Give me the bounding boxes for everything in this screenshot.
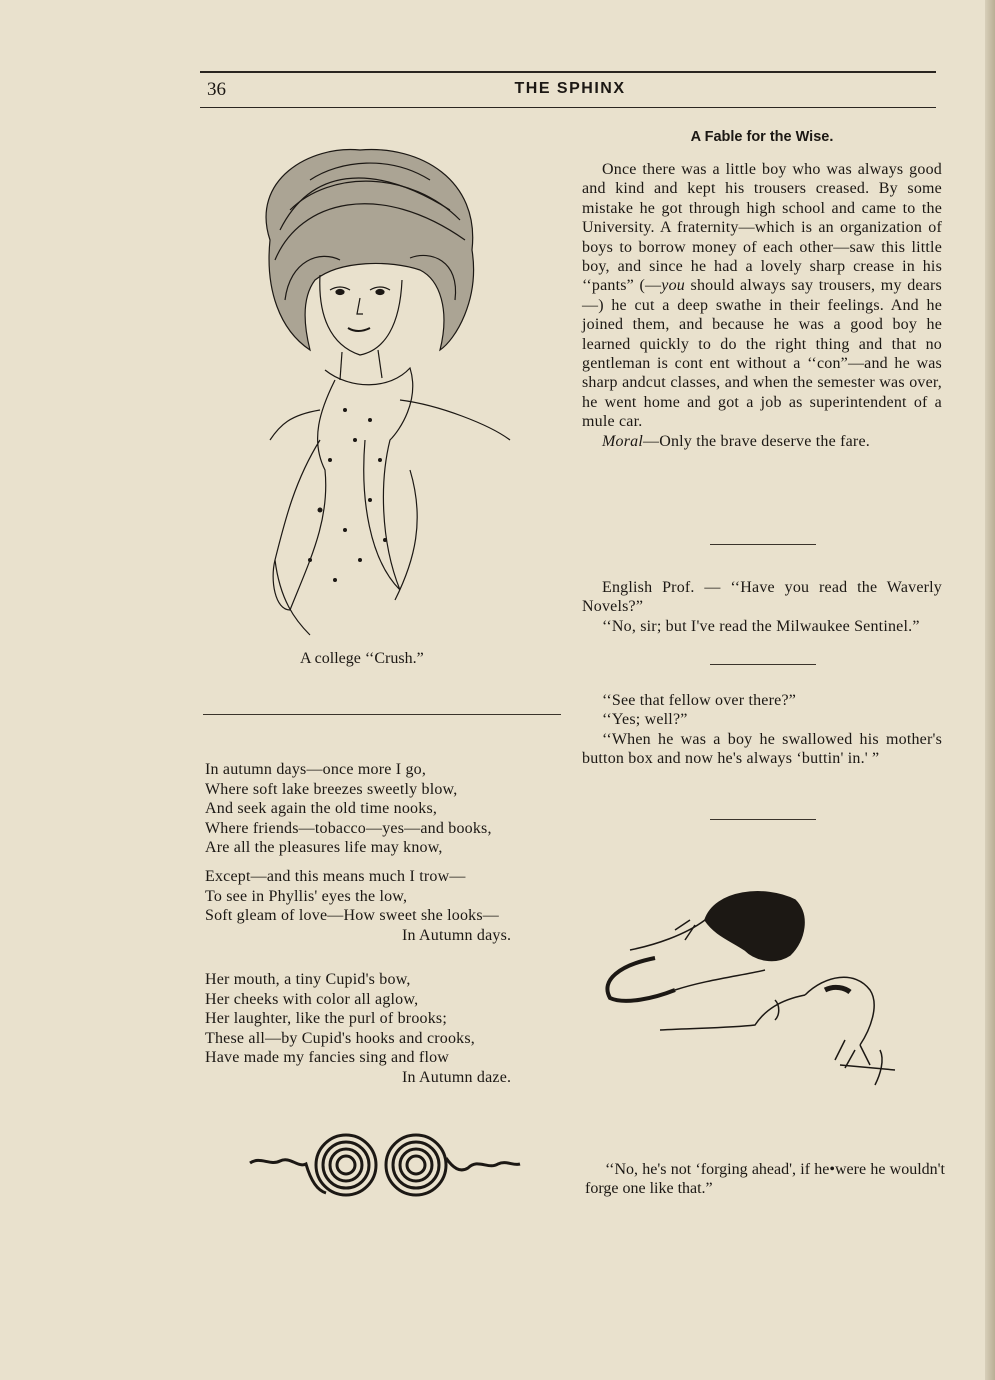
poem-stanza-2: [205, 867, 565, 945]
header-bottom-rule: [200, 107, 936, 108]
poem-line: Except—and this means much I trow—: [205, 868, 466, 885]
fable-title: A Fable for the Wise.: [690, 129, 834, 145]
college-crush-illustration: [250, 140, 520, 650]
joke-button-box: [582, 691, 942, 769]
separator-3: [710, 819, 816, 820]
poem-refrain: In Autumn days.: [402, 926, 512, 944]
cartoon-caption: [585, 1160, 945, 1199]
poem-line: Where friends—tobacco—yes—and books,: [205, 819, 492, 837]
fable-italic-word: you: [661, 277, 685, 295]
illustration-caption: A college ‘‘Crush.”: [300, 650, 424, 667]
separator-2: [710, 664, 816, 665]
poem-stanza-1: [205, 760, 565, 858]
fable-paragraph: Once there was a little boy who was always good and kind and kept his trousers creased. By some mistake he got through high school and came to the University. A fraternity—which is an organization of boys to borrow money of each other—saw this little boy, and since he had a lovely sharp crease in his ‘‘pants” (—you should always say trousers, my dears—) he cut a deep swathe in their feelings. And he joined them, and because he was a good boy he learned quickly to do the right thing and that no gentleman is cont ent without a ‘‘con”—and he was sharp andcut classes, and when the semester was over, he went home and got a job as superintendent of a mule car.: [582, 161, 942, 431]
cartoon-caption-text: ‘‘No, he's not ‘forging ahead', if he•were he wouldn't forge one like that.”: [585, 1161, 945, 1198]
joke-english-line2: ‘‘No, sir; but I've read the Milwaukee Sentinel.”: [602, 617, 920, 635]
header-top-rule: [200, 71, 936, 73]
joke-english-line1: English Prof. — ‘‘Have you read the Waverly Novels?”: [582, 579, 942, 616]
poem-line: These all—by Cupid's hooks and crooks,: [205, 1029, 476, 1047]
page-edge: [985, 0, 995, 1380]
magazine-title: THE SPHINX: [514, 80, 626, 97]
joke-english-prof: [582, 578, 942, 636]
poem-line: To see in Phyllis' eyes the low,: [205, 887, 408, 905]
page-number: 36: [207, 79, 226, 100]
poem-line: Her cheeks with color all aglow,: [205, 990, 419, 1008]
poem-line: Have made my fancies sing and flow: [205, 1049, 450, 1067]
joke-button-line3: ‘‘When he was a boy he swallowed his mother's button box and now he's always ‘buttin' in.' ”: [582, 730, 942, 768]
poem-line: Are all the pleasures life may know,: [205, 839, 443, 857]
poem-line: Her laughter, like the purl of brooks;: [205, 1010, 448, 1028]
poem-line: Soft gleam of love—How sweet she looks—: [205, 907, 499, 925]
joke-button-line1: ‘‘See that fellow over there?”: [602, 692, 797, 709]
poem-top-rule: [203, 714, 561, 715]
moral-label: Moral: [602, 432, 643, 450]
joke-button-line2: ‘‘Yes; well?”: [602, 711, 688, 729]
poem-line: Her mouth, a tiny Cupid's bow,: [205, 971, 411, 988]
poem-line: Where soft lake breezes sweetly blow,: [205, 780, 458, 798]
poem-refrain: In Autumn daze.: [402, 1068, 512, 1086]
poem-stanza-3: [205, 970, 565, 1088]
spiral-ornament: [248, 1128, 523, 1203]
cartoon-illustration: [595, 880, 925, 1090]
fable-body: [582, 160, 942, 451]
separator-1: [710, 544, 816, 545]
fable-moral: Moral—Only the brave deserve the fare.: [602, 432, 870, 450]
poem-line: In autumn days—once more I go,: [205, 761, 427, 778]
poem-line: And seek again the old time nooks,: [205, 800, 438, 818]
